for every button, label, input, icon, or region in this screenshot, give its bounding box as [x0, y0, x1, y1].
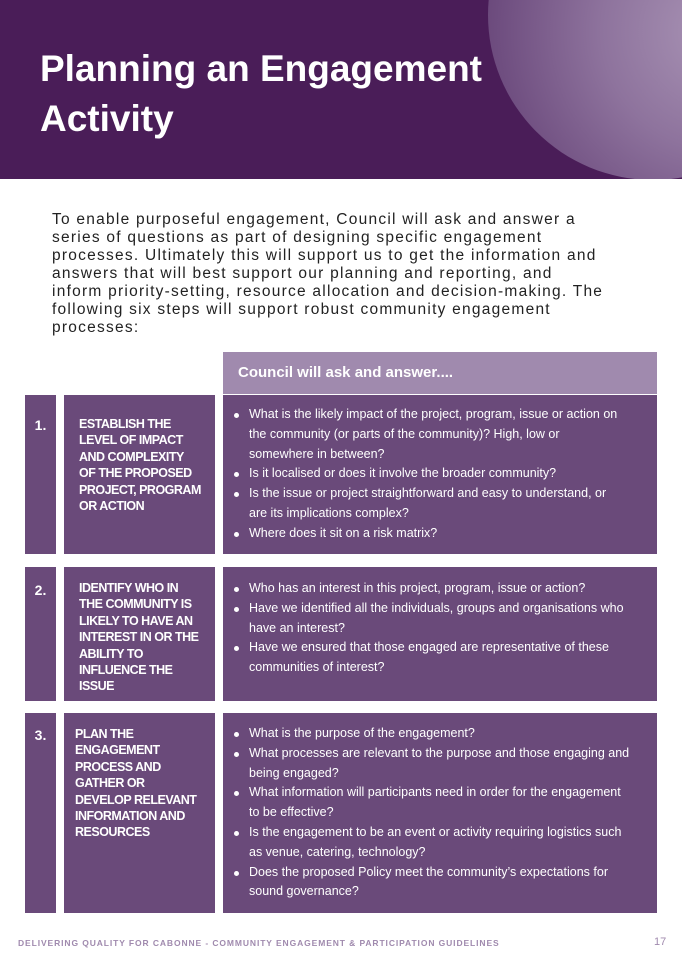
question-item: [232, 863, 652, 903]
question-line: What is the purpose of the engagement?: [249, 726, 475, 740]
question-line: are its implications complex?: [249, 505, 409, 520]
intro-paragraph: [52, 211, 652, 337]
question-line: as venue, catering, technology?: [249, 844, 426, 859]
question-line: Does the proposed Policy meet the community’s expectations for: [249, 864, 608, 879]
footer-text: DELIVERING QUALITY FOR CABONNE - COMMUNITY ENGAGEMENT & PARTICIPATION GUIDELINES: [18, 938, 500, 948]
step-title-line: AND COMPLEXITY: [79, 449, 184, 464]
step-title-line: DEVELOP RELEVANT: [75, 792, 197, 807]
intro-line: answers that will best support our planning and reporting, and: [52, 265, 553, 282]
questions-cell: [223, 713, 657, 913]
question-item: [232, 638, 652, 678]
question-item: [232, 744, 652, 784]
step-title-line: PROJECT, PROGRAM: [79, 482, 201, 497]
question-line: Is the issue or project straightforward and easy to understand, or: [249, 486, 607, 501]
step-title-line: INFLUENCE THE: [79, 663, 173, 678]
step-title: [75, 726, 213, 841]
question-line: Is it localised or does it involve the broader community?: [249, 466, 557, 481]
step-number-cell: [25, 395, 56, 554]
question-item: [232, 524, 652, 544]
question-item: [232, 823, 652, 863]
question-item: [232, 724, 652, 744]
question-line: communities of interest?: [249, 660, 385, 675]
page-title-line: Activity: [40, 98, 174, 139]
step-number: 1.: [34, 417, 47, 433]
step-title-cell: [64, 713, 215, 913]
question-line: somewhere in between?: [249, 446, 385, 461]
step-title-cell: [64, 395, 215, 554]
step-title-line: ENGAGEMENT: [75, 743, 160, 758]
questions-list: [232, 579, 652, 678]
step-title-line: LEVEL OF IMPACT: [79, 433, 183, 448]
step-title-line: GATHER OR: [75, 776, 145, 791]
question-line: What processes are relevant to the purpose and those engaging and: [249, 745, 630, 760]
step-title-line: INTEREST IN OR THE: [79, 630, 199, 645]
step-title-line: PROCESS AND: [75, 759, 161, 774]
page-number: 17: [654, 936, 667, 948]
intro-line: processes. Ultimately this will support us to get the information and: [52, 247, 597, 264]
intro-line: following six steps will support robust community engagement: [52, 301, 551, 318]
question-line: sound governance?: [249, 884, 359, 899]
column-header-label: Council will ask and answer....: [238, 364, 454, 381]
question-line: Is the engagement to be an event or activity requiring logistics such: [249, 824, 622, 839]
step-title-line: OF THE PROPOSED: [79, 466, 192, 481]
step-title-line: ESTABLISH THE: [79, 417, 171, 431]
question-line: being engaged?: [249, 765, 339, 780]
question-item: [232, 484, 652, 524]
question-line: Who has an interest in this project, program, issue or action?: [249, 581, 586, 595]
step-title-cell: [64, 567, 215, 701]
page-title: [40, 44, 540, 144]
question-line: the community (or parts of the community)? High, low or: [249, 426, 560, 441]
step-title-line: ISSUE: [79, 679, 115, 694]
question-line: Have we identified all the individuals, groups and organisations who: [249, 600, 624, 615]
question-line: What information will participants need in order for the engagement: [249, 785, 621, 800]
page-header: [0, 0, 682, 179]
question-line: Where does it sit on a risk matrix?: [249, 525, 438, 540]
question-item: [232, 405, 652, 464]
questions-cell: [223, 567, 657, 701]
step-title-line: ABILITY TO: [79, 646, 143, 661]
step-title-line: RESOURCES: [75, 825, 150, 840]
question-line: What is the likely impact of the project, program, issue or action on: [249, 407, 618, 421]
intro-line: inform priority-setting, resource allocation and decision-making. The: [52, 283, 604, 300]
step-number: 3.: [34, 727, 47, 743]
step-title-line: IDENTIFY WHO IN: [79, 581, 179, 595]
step-number-cell: [25, 567, 56, 701]
step-title: [79, 580, 217, 695]
question-item: [232, 579, 652, 599]
question-item: [232, 783, 652, 823]
step-title-line: PLAN THE: [75, 727, 134, 741]
step-title-line: THE COMMUNITY IS: [79, 597, 192, 612]
questions-list: [232, 724, 652, 902]
questions-cell: [223, 395, 657, 554]
step-title-line: OR ACTION: [79, 499, 145, 514]
question-line: have an interest?: [249, 620, 345, 635]
step-number: 2.: [34, 582, 47, 598]
step-number-cell: [25, 713, 56, 913]
step-title-line: LIKELY TO HAVE AN: [79, 613, 193, 628]
column-header: [223, 352, 657, 394]
intro-line: series of questions as part of designing specific engagement: [52, 229, 543, 246]
question-item: [232, 464, 652, 484]
intro-line: processes:: [52, 319, 140, 336]
questions-list: [232, 405, 652, 544]
question-line: to be effective?: [249, 805, 334, 820]
question-item: [232, 599, 652, 639]
question-line: Have we ensured that those engaged are representative of these: [249, 640, 609, 655]
page-title-line: Planning an Engagement: [40, 48, 482, 89]
step-title-line: INFORMATION AND: [75, 809, 185, 824]
intro-line: To enable purposeful engagement, Council will ask and answer a: [52, 211, 576, 228]
step-title: [79, 416, 217, 514]
